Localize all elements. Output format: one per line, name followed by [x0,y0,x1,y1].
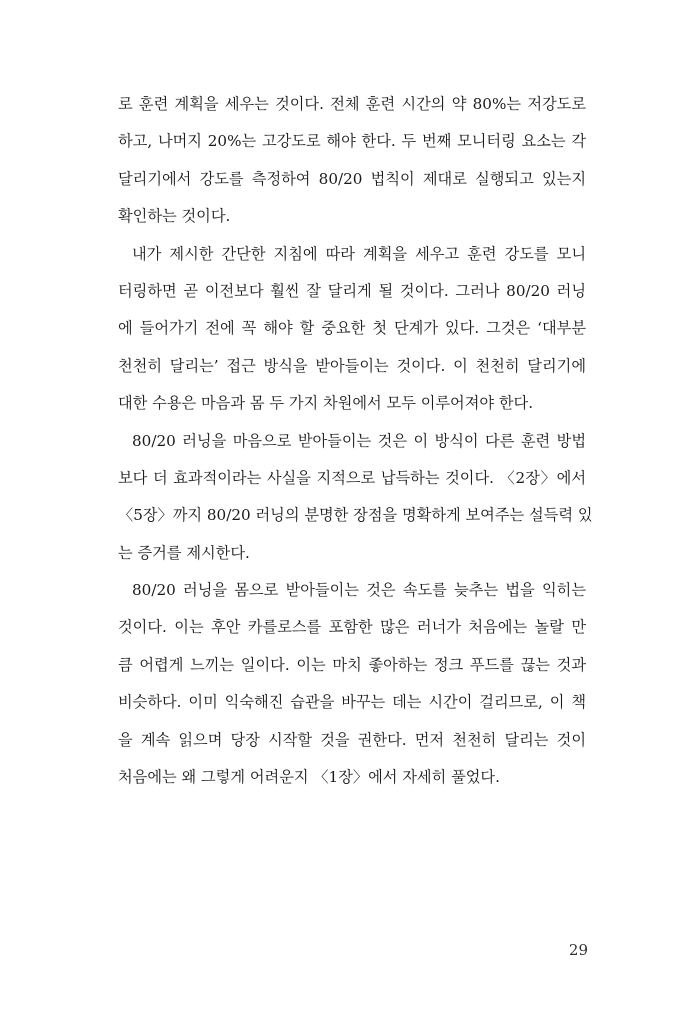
text-line: 내가 제시한 간단한 지침에 따라 계획을 세우고 훈련 강도를 모니 [132,244,586,263]
text-line: 하고, 나머지 20%는 고강도로 해야 한다. 두 번째 모니터링 요소는 각 [118,132,586,151]
paragraph-4 [118,572,586,796]
body-text [118,86,593,796]
text-line: 큼 어렵게 느끼는 일이다. 이는 마치 좋아하는 정크 푸드를 끊는 것과 [118,655,586,674]
text-line: 천천히 달리는’ 접근 방식을 받아들이는 것이다. 이 천천히 달리기에 [118,356,586,375]
text-line: 로 훈련 계획을 세우는 것이다. 전체 훈련 시간의 약 80%는 저강도로 [118,95,586,113]
text-line: 80/20 러닝을 마음으로 받아들이는 것은 이 방식이 다른 훈련 방법 [132,431,586,450]
text-line: 보다 더 효과적이라는 사실을 지적으로 납득하는 것이다. 〈2장〉에서 [118,468,586,487]
text-line: 〈5장〉까지 80/20 러닝의 분명한 장점을 명확하게 보여주는 설득력 있 [118,506,593,525]
text-line: 80/20 러닝을 몸으로 받아들이는 것은 속도를 늦추는 법을 익히는 [132,581,586,600]
text-line: 을 계속 읽으며 당장 시작할 것을 권한다. 먼저 천천히 달리는 것이 [118,730,586,749]
paragraph-2 [118,236,586,423]
text-line: 확인하는 것이다. [118,207,231,226]
text-line: 대한 수용은 마음과 몸 두 가지 차원에서 모두 이루어져야 한다. [118,394,534,413]
paragraph-3 [118,423,593,573]
text-line: 달리기에서 강도를 측정하여 80/20 법칙이 제대로 실행되고 있는지 [118,169,586,188]
paragraph-1 [118,86,586,236]
text-line: 에 들어가기 전에 꼭 해야 할 중요한 첫 단계가 있다. 그것은 ‘대부분 [118,319,586,338]
text-line: 처음에는 왜 그렇게 어려운지 〈1장〉에서 자세히 풀었다. [118,768,500,787]
page-number: 29 [568,941,588,959]
text-line: 것이다. 이는 후안 카를로스를 포함한 많은 러너가 처음에는 놀랄 만 [118,618,586,637]
text-line: 터링하면 곧 이전보다 훨씬 잘 달리게 될 것이다. 그러나 80/20 러닝 [118,281,586,300]
text-line: 는 증거를 제시한다. [118,543,250,562]
text-line: 비슷하다. 이미 익숙해진 습관을 바꾸는 데는 시간이 걸리므로, 이 책 [118,693,586,712]
